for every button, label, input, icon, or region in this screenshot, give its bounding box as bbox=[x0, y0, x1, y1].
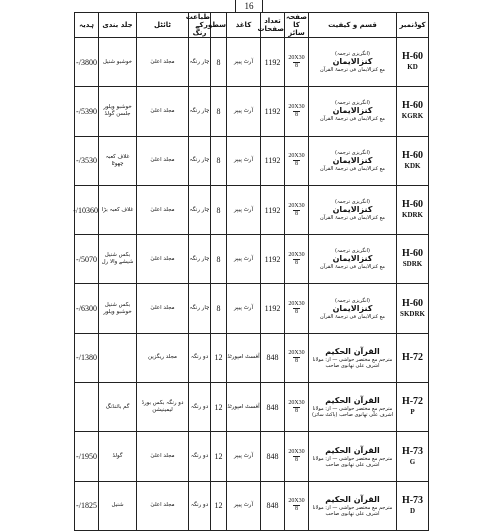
code-cell bbox=[397, 284, 429, 333]
dept-cell bbox=[99, 333, 137, 382]
lines-cell: 8 bbox=[211, 284, 227, 333]
title-category: (انگریزی ترجمہ) bbox=[335, 100, 370, 107]
code-cell bbox=[397, 87, 429, 136]
title-main: کنزالایمان bbox=[332, 106, 373, 116]
code-cell bbox=[397, 333, 429, 382]
title-description: مع کنزالایمان فی ترجمۃ القرآن bbox=[320, 313, 385, 320]
binding-cell: مجلد اعلیٰ bbox=[137, 432, 189, 481]
title-cell bbox=[309, 235, 397, 284]
code-label: H-60 bbox=[401, 248, 424, 260]
code-suffix: SKDRK bbox=[400, 309, 425, 318]
paper-cell: آرٹ پیپر bbox=[227, 185, 261, 234]
lines-cell: 8 bbox=[211, 38, 227, 87]
title-main: القرآن الحکیم bbox=[325, 396, 380, 406]
paper-cell: آرٹ پیپر bbox=[227, 136, 261, 185]
table-header bbox=[75, 13, 429, 38]
dept-cell: گم بائنڈنگ bbox=[99, 383, 137, 432]
dept-cell: بکس شنیل خوشبو ویلور bbox=[99, 284, 137, 333]
size-bottom: 8 bbox=[295, 457, 298, 464]
header-pages: تعداد صفحات bbox=[261, 13, 285, 38]
dept-cell: خوشبو ویلور جلسن گولڈ bbox=[99, 87, 137, 136]
colour-cell: دو رنگہ bbox=[189, 481, 211, 530]
paper-cell: آرٹ پیپر bbox=[227, 432, 261, 481]
size-top: 20X30 bbox=[288, 498, 305, 505]
size-bottom: 8 bbox=[295, 62, 298, 69]
lines-cell: 12 bbox=[211, 481, 227, 530]
code-label: H-73 bbox=[401, 494, 424, 506]
binding-cell: مجلد اعلیٰ bbox=[137, 235, 189, 284]
paper-cell: آرٹ پیپر bbox=[227, 87, 261, 136]
binding-cell: مجلد اعلیٰ bbox=[137, 284, 189, 333]
pages-cell: 848 bbox=[261, 481, 285, 530]
price-cell: 6300/- bbox=[75, 284, 99, 333]
size-top: 20X30 bbox=[288, 251, 305, 258]
table-row bbox=[75, 87, 429, 136]
code-suffix: G bbox=[409, 457, 416, 466]
lines-cell: 8 bbox=[211, 136, 227, 185]
price-cell: 5070/- bbox=[75, 235, 99, 284]
binding-cell: دو رنگہ بکس بورڈ لیمینیشن bbox=[137, 383, 189, 432]
dept-cell: غلاف کعبہ چھوٹا bbox=[99, 136, 137, 185]
table-row bbox=[75, 333, 429, 382]
code-cell bbox=[397, 235, 429, 284]
lines-cell: 12 bbox=[211, 333, 227, 382]
colour-cell: دو رنگہ bbox=[189, 383, 211, 432]
colour-cell: دو رنگہ bbox=[189, 333, 211, 382]
title-category: (انگریزی ترجمہ) bbox=[335, 248, 370, 255]
size-cell bbox=[285, 284, 309, 333]
code-label: H-60 bbox=[401, 149, 424, 161]
table-row bbox=[75, 136, 429, 185]
colour-cell: چار رنگہ bbox=[189, 284, 211, 333]
binding-cell: مجلد اعلیٰ bbox=[137, 87, 189, 136]
paper-cell: آفسٹ امپورٹڈ bbox=[227, 333, 261, 382]
title-description: مع کنزالایمان فی ترجمۃ القرآن bbox=[320, 215, 385, 222]
code-suffix: P bbox=[410, 408, 415, 417]
price-cell bbox=[75, 383, 99, 432]
code-suffix: KDRK bbox=[402, 211, 423, 220]
code-cell bbox=[397, 185, 429, 234]
code-cell bbox=[397, 136, 429, 185]
table-row bbox=[75, 38, 429, 87]
header-size: صفحہ کا سائز bbox=[286, 13, 307, 37]
paper-cell: آفسٹ امپورٹڈ bbox=[227, 383, 261, 432]
size-cell bbox=[285, 235, 309, 284]
title-category: (انگریزی ترجمہ) bbox=[335, 149, 370, 156]
title-description: مع کنزالایمان فی ترجمۃ القرآن bbox=[320, 165, 385, 172]
title-main: کنزالایمان bbox=[332, 205, 373, 215]
pages-cell: 1192 bbox=[261, 235, 285, 284]
title-description: مع کنزالایمان فی ترجمۃ القرآن bbox=[320, 67, 385, 74]
price-cell: 1380/- bbox=[75, 333, 99, 382]
size-bottom: 8 bbox=[295, 111, 298, 118]
size-bottom: 8 bbox=[295, 161, 298, 168]
price-cell: 3800/- bbox=[75, 38, 99, 87]
code-cell bbox=[397, 432, 429, 481]
title-main: کنزالایمان bbox=[332, 303, 373, 313]
size-cell bbox=[285, 333, 309, 382]
title-description: مع کنزالایمان فی ترجمۃ القرآن bbox=[320, 116, 385, 123]
binding-cell: مجلد اعلیٰ bbox=[137, 185, 189, 234]
dept-cell: شنیل bbox=[99, 481, 137, 530]
code-suffix: KDK bbox=[404, 161, 421, 170]
size-top: 20X30 bbox=[288, 103, 305, 110]
header-lines: سطور bbox=[211, 13, 227, 38]
code-label: H-72 bbox=[401, 351, 424, 363]
product-table bbox=[74, 12, 429, 531]
title-main: القرآن الحکیم bbox=[325, 445, 380, 455]
price-cell: 1950/- bbox=[75, 432, 99, 481]
binding-cell: مجلد اعلیٰ bbox=[137, 481, 189, 530]
price-cell: 5390/- bbox=[75, 87, 99, 136]
colour-cell: چار رنگہ bbox=[189, 136, 211, 185]
header-binding: ٹائٹل bbox=[137, 13, 189, 38]
size-top: 20X30 bbox=[288, 54, 305, 61]
code-suffix: KD bbox=[407, 63, 418, 72]
code-cell bbox=[397, 383, 429, 432]
size-top: 20X30 bbox=[288, 202, 305, 209]
colour-cell: چار رنگہ bbox=[189, 235, 211, 284]
colour-cell: چار رنگہ bbox=[189, 38, 211, 87]
title-cell bbox=[309, 136, 397, 185]
colour-cell: دو رنگہ bbox=[189, 432, 211, 481]
pages-cell: 1192 bbox=[261, 185, 285, 234]
code-suffix: SDRK bbox=[402, 260, 423, 269]
size-bottom: 8 bbox=[295, 358, 298, 365]
dept-cell: گولڈ bbox=[99, 432, 137, 481]
price-cell: 3530/- bbox=[75, 136, 99, 185]
paper-cell: آرٹ پیپر bbox=[227, 38, 261, 87]
code-label: H-60 bbox=[401, 199, 424, 211]
title-main: کنزالایمان bbox=[332, 254, 373, 264]
title-cell bbox=[309, 481, 397, 530]
title-description: مع کنزالایمان فی ترجمۃ القرآن bbox=[320, 264, 385, 271]
code-label: H-73 bbox=[401, 445, 424, 457]
pages-cell: 1192 bbox=[261, 87, 285, 136]
size-bottom: 8 bbox=[295, 407, 298, 414]
colour-cell: چار رنگہ bbox=[189, 87, 211, 136]
title-cell bbox=[309, 87, 397, 136]
title-main: القرآن الحکیم bbox=[325, 346, 380, 356]
table-row bbox=[75, 432, 429, 481]
title-cell bbox=[309, 432, 397, 481]
size-top: 20X30 bbox=[288, 301, 305, 308]
paper-cell: آرٹ پیپر bbox=[227, 235, 261, 284]
dept-cell: غلاف کعبہ بڑا bbox=[99, 185, 137, 234]
title-cell bbox=[309, 383, 397, 432]
paper-cell: آرٹ پیپر bbox=[227, 481, 261, 530]
code-cell bbox=[397, 38, 429, 87]
table-row bbox=[75, 284, 429, 333]
table-row bbox=[75, 481, 429, 530]
lines-cell: 12 bbox=[211, 432, 227, 481]
table-row bbox=[75, 185, 429, 234]
size-top: 20X30 bbox=[288, 350, 305, 357]
size-cell bbox=[285, 432, 309, 481]
size-cell bbox=[285, 136, 309, 185]
dept-cell: بکس شنیل شیشے والا رل bbox=[99, 235, 137, 284]
title-description: مترجم مع مختصر حواشی — از: مولانا اشرف علی تھانوی صاحب bbox=[312, 504, 393, 517]
lines-cell: 8 bbox=[211, 185, 227, 234]
title-cell bbox=[309, 333, 397, 382]
code-cell bbox=[397, 481, 429, 530]
table-row bbox=[75, 383, 429, 432]
code-suffix: KGRK bbox=[401, 112, 424, 121]
header-colour: طباعت کے رنگ bbox=[185, 13, 210, 37]
code-suffix: D bbox=[409, 506, 416, 515]
table-row bbox=[75, 235, 429, 284]
size-top: 20X30 bbox=[288, 399, 305, 406]
binding-cell: مجلد ریگزین bbox=[137, 333, 189, 382]
size-bottom: 8 bbox=[295, 259, 298, 266]
pages-cell: 1192 bbox=[261, 136, 285, 185]
code-label: H-60 bbox=[401, 100, 424, 112]
page-number: 16 bbox=[235, 0, 263, 13]
size-bottom: 8 bbox=[295, 309, 298, 316]
size-top: 20X30 bbox=[288, 449, 305, 456]
size-cell bbox=[285, 481, 309, 530]
pages-cell: 1192 bbox=[261, 284, 285, 333]
header-code: کوڈنمبر bbox=[397, 13, 429, 38]
lines-cell: 12 bbox=[211, 383, 227, 432]
title-category: (انگریزی ترجمہ) bbox=[335, 297, 370, 304]
pages-cell: 848 bbox=[261, 432, 285, 481]
header-dept: جلد بندی bbox=[99, 13, 137, 38]
paper-cell: آرٹ پیپر bbox=[227, 284, 261, 333]
pages-cell: 848 bbox=[261, 383, 285, 432]
title-main: کنزالایمان bbox=[332, 57, 373, 67]
size-bottom: 8 bbox=[295, 210, 298, 217]
title-description: مترجم مع مختصر حواشی — از: مولانا اشرف علی تھانوی صاحب (پاکٹ سائز) bbox=[311, 406, 394, 419]
size-cell bbox=[285, 383, 309, 432]
header-paper: کاغذ bbox=[227, 13, 261, 38]
code-label: H-60 bbox=[401, 51, 424, 63]
size-cell bbox=[285, 38, 309, 87]
size-top: 20X30 bbox=[288, 153, 305, 160]
size-cell bbox=[285, 185, 309, 234]
title-main: القرآن الحکیم bbox=[325, 494, 380, 504]
colour-cell: چار رنگہ bbox=[189, 185, 211, 234]
title-description: مترجم مع مختصر حواشی — از: مولانا اشرف علی تھانوی صاحب bbox=[312, 356, 393, 369]
lines-cell: 8 bbox=[211, 87, 227, 136]
title-description: مترجم مع مختصر حواشی — از: مولانا اشرف علی تھانوی صاحب bbox=[312, 455, 393, 468]
title-category: (انگریزی ترجمہ) bbox=[335, 199, 370, 206]
title-cell bbox=[309, 284, 397, 333]
price-cell: 1825/- bbox=[75, 481, 99, 530]
size-bottom: 8 bbox=[295, 506, 298, 513]
binding-cell: مجلد اعلیٰ bbox=[137, 136, 189, 185]
lines-cell: 8 bbox=[211, 235, 227, 284]
size-cell bbox=[285, 87, 309, 136]
binding-cell: مجلد اعلیٰ bbox=[137, 38, 189, 87]
dept-cell: خوشبو شنیل bbox=[99, 38, 137, 87]
pages-cell: 1192 bbox=[261, 38, 285, 87]
code-label: H-72 bbox=[401, 396, 424, 408]
title-cell bbox=[309, 38, 397, 87]
header-title: قسم و کیفیت bbox=[309, 13, 397, 38]
price-cell: 10360/- bbox=[75, 185, 99, 234]
title-main: کنزالایمان bbox=[332, 155, 373, 165]
code-label: H-60 bbox=[401, 297, 424, 309]
title-category: (انگریزی ترجمہ) bbox=[335, 51, 370, 58]
header-price: ہدیہ bbox=[75, 13, 99, 38]
pages-cell: 848 bbox=[261, 333, 285, 382]
title-cell bbox=[309, 185, 397, 234]
